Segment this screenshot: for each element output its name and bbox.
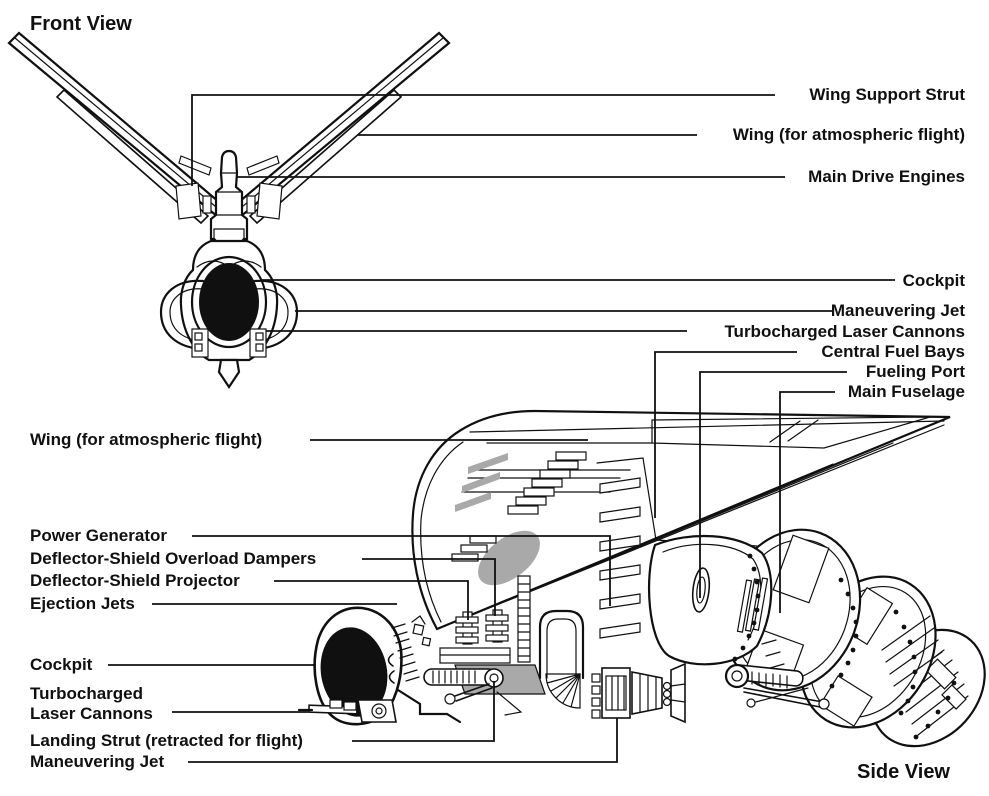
label-turbocharged-laser-cannons-right: Turbocharged Laser Cannons [724,322,965,341]
label-maneuvering-jet-right: Maneuvering Jet [830,301,965,320]
side-deflector-dampers [456,610,508,644]
label-cockpit-right: Cockpit [902,271,965,290]
label-ejection-jets: Ejection Jets [30,594,135,613]
label-turbocharged-laser-cannons-left: Turbocharged Laser Cannons [30,684,153,723]
side-view-drawing [299,411,989,769]
label-deflector-shield-overload-dampers: Deflector-Shield Overload Dampers [30,549,317,568]
side-ejection-jets [412,616,431,646]
side-thruster-cone [632,664,685,722]
label-power-generator: Power Generator [30,526,167,545]
label-maneuvering-jet-left: Maneuvering Jet [30,752,165,771]
front-view-title: Front View [30,13,132,35]
side-view-title: Side View [856,761,950,783]
side-arch-frame [540,611,583,678]
label-wing-support-strut: Wing Support Strut [809,85,965,104]
label-main-fuselage: Main Fuselage [847,382,965,401]
label-cockpit-left: Cockpit [30,655,93,674]
front-upper-fin [211,151,247,239]
side-ladder-strip [518,576,530,662]
label-wing-left: Wing (for atmospheric flight) [30,430,263,449]
side-maneuvering-jet-unit [592,668,630,718]
label-central-fuel-bays: Central Fuel Bays [821,342,965,361]
label-deflector-shield-projector: Deflector-Shield Projector [30,571,240,590]
front-view-drawing [9,33,449,387]
front-lower-fin [219,360,239,387]
label-main-drive-engines: Main Drive Engines [808,167,965,186]
label-landing-strut: Landing Strut (retracted for flight) [30,731,303,750]
side-fan-louvers [546,674,580,708]
label-wing-right: Wing (for atmospheric flight) [732,125,965,144]
label-fueling-port: Fueling Port [865,362,965,381]
